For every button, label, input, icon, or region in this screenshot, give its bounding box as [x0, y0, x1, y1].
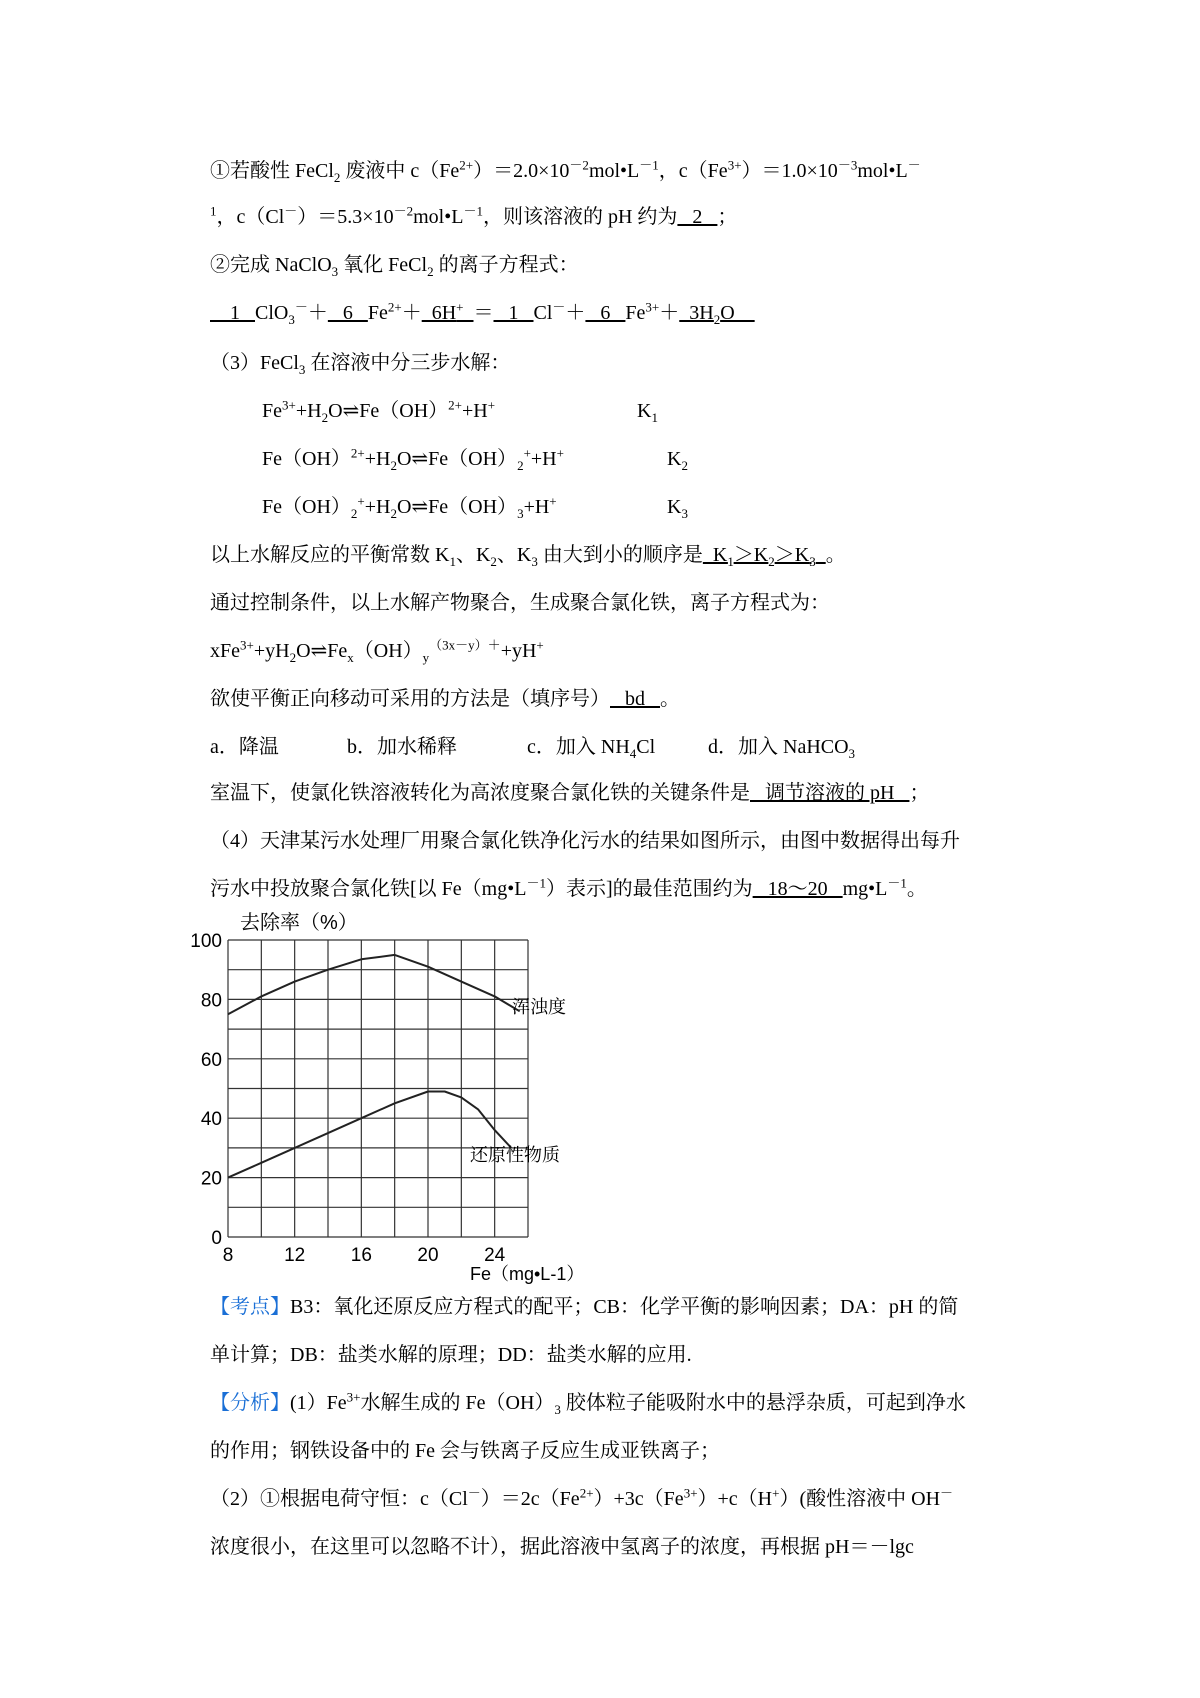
analysis-points: 【考点】B3：氧化还原反应方程式的配平；CB：化学平衡的影响因素；DA：pH 的简 [210, 1296, 959, 1318]
analysis-line-2: 的作用；钢铁设备中的 Fe 会与铁离子反应生成亚铁离子； [210, 1440, 720, 1462]
hydrolysis-step-2: $Fe(OH)^{2+}+H_2O\rightleftharpoons Fe(OH)_2^++H^+$ $K_2$ [262, 445, 688, 473]
question-line-9: 以上水解反应的平衡常数 $K_1$、$K_2$、$K_3$ 由大到小的顺序是 $K_1>K_2>K_3$ 。 [210, 544, 846, 569]
analysis-points-2: 单计算；DB：盐类水解的原理；DD：盐类水解的应用. [210, 1344, 692, 1366]
y-tick-label: 80 [200, 990, 222, 1012]
x-axis-label: Fe（mg•L-1） [470, 1264, 585, 1284]
question-line-1: ①若酸性 FeCl$_2$ 废液中 $c(Fe^{2+})=2.0\times 10^{-2}mol•L^{-1}$，$c(Fe^{3+})=1.0\times 10^{-3}mol•L^-$ [210, 157, 921, 185]
question-line-12: 欲使平衡正向移动可采用的方法是（填序号） bd 。 [210, 688, 680, 710]
x-tick-label: 20 [417, 1245, 439, 1266]
removal-rate-chart [190, 908, 600, 1284]
y-tick-label: 60 [200, 1049, 222, 1071]
answer-k-order: $K_1>K_2>K_3$ [702, 544, 816, 569]
analysis-line-3: （2）①根据电荷守恒：$c(Cl^-)=2c(Fe^{2+})+3c(Fe^{3+})+c(H^+)$(酸性溶液中 OH－ [210, 1485, 954, 1510]
hydrolysis-step-1: $Fe^{3+}+H_2O\rightleftharpoons Fe(OH)^{2+}+H^+$ $K_1$ [262, 397, 658, 425]
options-line [210, 734, 1030, 760]
x-tick-label: 8 [222, 1245, 234, 1266]
series-line-0 [228, 955, 520, 1014]
series-line-1 [228, 1092, 511, 1178]
question-line-15: （4）天津某污水处理厂用聚合氯化铁净化污水的结果如图所示，由图中数据得出每升 [210, 830, 960, 852]
ionic-equation: 1 ClO$_3$－＋ 6 $Fe^{2+}+ 6H^+ = 1$ Cl－＋ 6 $Fe^{3+}+ 3H_2O$ [210, 299, 755, 327]
y-axis-label: 去除率（%） [240, 912, 358, 934]
answer-methods: bd [610, 688, 660, 710]
x-tick-label: 24 [484, 1245, 506, 1266]
k2-label: $K_2$ [667, 448, 688, 473]
series-label-turbidity: 浑浊度 [512, 997, 566, 1017]
y-tick-label: 0 [211, 1228, 222, 1249]
question-line-14: 室温下，使氯化铁溶液转化为高浓度聚合氯化铁的关键条件是 调节溶液的 pH ； [210, 782, 930, 804]
question-line-5: （3）FeCl$_3$ 在溶液中分三步水解： [210, 352, 511, 377]
option-b: b．加水稀释 [347, 736, 457, 758]
analysis-line-4: 浓度很小，在这里可以忽略不计），据此溶液中氢离子的浓度，再根据 pH＝－lgc [210, 1536, 914, 1558]
k3-label: $K_3$ [667, 496, 688, 521]
question-line-16: 污水中投放聚合氯化铁[以 $Fe(mg•L^{-1})$表示]的最佳范围约为 18～20 $mg•L^{-1}$。 [210, 875, 927, 900]
analysis-line-1: 【分析】$(1)Fe^{3+}$水解生成的 $Fe(OH)_3$ 胶体粒子能吸附水中的悬浮杂质，可起到净水 [210, 1389, 966, 1417]
question-line-10: 通过控制条件，以上水解产物聚合，生成聚合氯化铁，离子方程式为： [210, 592, 830, 614]
option-c: c．加入 $NH_4Cl$ [527, 736, 656, 761]
k1-label: $K_1$ [637, 400, 658, 425]
question-line-3: ②完成 NaClO$_3$ 氧化 FeCl$_2$ 的离子方程式： [210, 254, 579, 279]
tag-fenxi: 【分析】 [210, 1392, 290, 1414]
question-line-2: $^1$，$c(Cl^-)=5.3\times 10^{-2}mol•L^{-1}$，则该溶液的 pH 约为 2 ； [210, 203, 738, 228]
y-tick-label: 20 [200, 1168, 222, 1190]
answer-key-condition: 调节溶液的 pH [750, 782, 910, 804]
tag-kaodian: 【考点】 [210, 1296, 290, 1318]
y-tick-label: 100 [190, 931, 222, 952]
answer-ph: 2 [677, 206, 718, 228]
x-tick-label: 16 [350, 1245, 372, 1266]
option-a: a．降温 [210, 736, 279, 758]
answer-range: 18～20 [752, 878, 843, 900]
polymerization-equation: $xFe^{3+}+yH_2O\rightleftharpoons Fe_x(OH)_y^{(3x-y)+}+yH^+$ [210, 637, 544, 665]
option-d: d．加入 NaHCO$_3$ [708, 736, 856, 761]
x-tick-label: 12 [284, 1245, 306, 1266]
series-label-reducing: 还原性物质 [470, 1145, 560, 1165]
y-tick-label: 40 [200, 1109, 222, 1131]
hydrolysis-step-3: $Fe(OH)_2^++H_2O\rightleftharpoons Fe(OH)_3+H^+$ $K_3$ [262, 493, 688, 521]
